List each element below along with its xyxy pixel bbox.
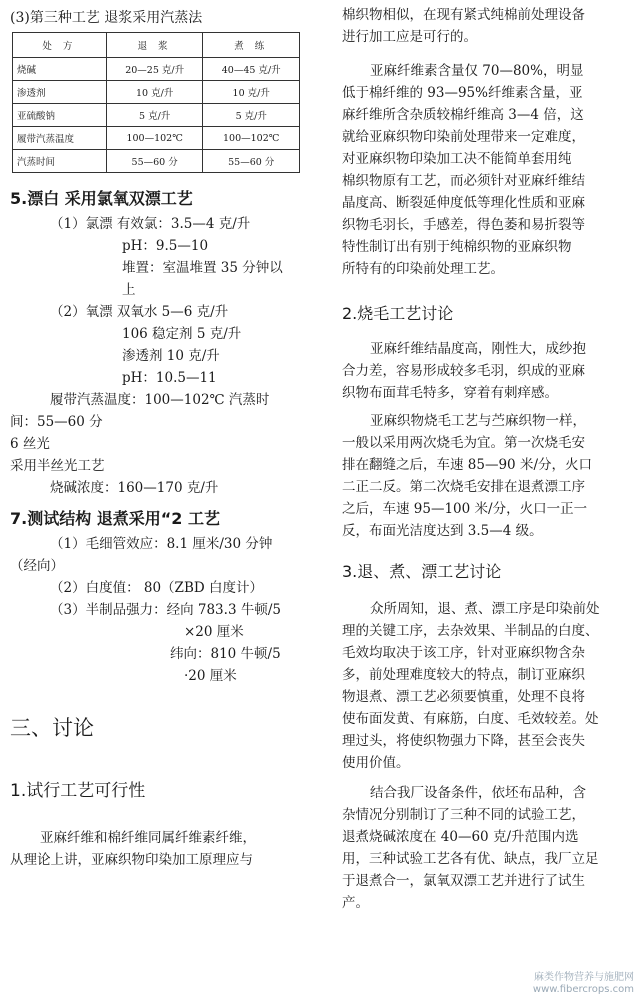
test-line: 纬向：810 牛顿/5 (170, 646, 281, 662)
body-line: 所特有的印染前处理工艺。 (342, 261, 504, 277)
table-cell: 履带汽蒸温度 (13, 127, 107, 150)
bleach-line: 106 稳定剂 5 克/升 (122, 326, 242, 342)
body-line: 二正二反。第二次烧毛安排在退煮漂工序 (342, 479, 585, 495)
test-line: ×20 厘米 (184, 624, 244, 640)
body-line: 用，三种试验工艺各有优、缺点，我厂立足 (342, 851, 599, 867)
table-cell: 5 克/升 (203, 104, 300, 127)
body-line: 棉织物相似，在现有紧式纯棉前处理设备 (342, 7, 585, 23)
process-table (12, 32, 300, 173)
table-header-row (13, 33, 300, 58)
bleach-line: pH：9.5—10 (122, 238, 209, 254)
process-heading: 3.退、煮、漂工艺讨论 (342, 562, 502, 581)
body-line: 就给亚麻织物印染前处理带来一定难度， (342, 129, 585, 145)
table-cell: 100—102℃ (203, 127, 300, 150)
feasibility-line: 亚麻纤维和棉纤维同属纤维素纤维， (40, 830, 256, 846)
table-cell: 10 克/升 (203, 81, 300, 104)
table-title: (3)第三种工艺 退浆采用汽蒸法 (10, 10, 203, 26)
mercer-line: 烧碱浓度：160—170 克/升 (50, 480, 219, 496)
body-line: 毛效均取决于该工序，针对亚麻织物含杂 (342, 645, 585, 661)
body-line: 棉织物原有工艺，而必须针对亚麻纤维结 (342, 173, 585, 189)
body-line: 特性制订出有别于纯棉织物的亚麻织物 (342, 239, 572, 255)
table-cell: 40—45 克/升 (203, 58, 300, 81)
body-line: 亚麻纤维结晶度高，刚性大，成纱抱 (370, 341, 586, 357)
bleach-heading: 5.漂白 采用氯氧双漂工艺 (10, 189, 193, 208)
table-cell: 5 克/升 (106, 104, 203, 127)
bleach-line: 间：55—60 分 (10, 414, 103, 430)
paragraph-process (342, 598, 632, 774)
body-line: 亚麻织物烧毛工艺与苎麻织物一样， (370, 413, 586, 429)
table-cell: 10 克/升 (106, 81, 203, 104)
table-cell: 20—25 克/升 (106, 58, 203, 81)
body-line: 低于棉纤维的 93—95%纤维素含量，亚 (342, 85, 583, 101)
table-row (13, 150, 300, 173)
table-row (13, 58, 300, 81)
body-line: 晶度高、断裂延伸度低等理化性质和亚麻 (342, 195, 585, 211)
body-line: 使布面发黄、有麻筋，白度、毛效较差。处 (342, 711, 599, 727)
table-cell: 烧碱 (13, 58, 107, 81)
discussion-heading: 三、讨论 (10, 716, 94, 740)
body-line: 结合我厂设备条件，依坯布品种，含 (370, 785, 586, 801)
body-line: 于退煮合一，氯氧双漂工艺并进行了试生 (342, 873, 585, 889)
table-cell: 亚硫酸钠 (13, 104, 107, 127)
bleach-line: 渗透剂 10 克/升 (122, 348, 220, 364)
table-cell: 55—60 分 (203, 150, 300, 173)
bleach-line: 上 (122, 282, 136, 298)
bleach-line: pH：10.5—11 (122, 370, 217, 386)
body-line: 之后，车速 95—100 米/分，火口一正一 (342, 501, 588, 517)
body-line: 麻纤维所含杂质较棉纤维高 3—4 倍，这 (342, 107, 584, 123)
table-header-cell: 处 方 (13, 33, 107, 58)
table-row (13, 81, 300, 104)
paragraph-plant (342, 782, 632, 914)
paragraph-cellulose (342, 60, 632, 280)
bleach-line: 履带汽蒸温度：100—102℃ 汽蒸时 (50, 392, 270, 408)
table-row (13, 127, 300, 150)
test-heading: 7.测试结构 退煮采用“2 工艺 (10, 509, 221, 528)
body-line: 对亚麻织物印染加工决不能简单套用纯 (342, 151, 572, 167)
table-cell: 55—60 分 (106, 150, 203, 173)
mercer-line: 采用半丝光工艺 (10, 458, 105, 474)
body-line: 产。 (342, 895, 369, 911)
left-column (10, 8, 310, 871)
table-header-cell: 退 浆 (106, 33, 203, 58)
body-line: 一般以采用两次烧毛为宜。第一次烧毛安 (342, 435, 585, 451)
bleach-line: （1）氯漂 有效氯：3.5—4 克/升 (50, 216, 251, 232)
table-cell: 渗透剂 (13, 81, 107, 104)
body-line: 反，布面光洁度达到 3.5—4 级。 (342, 523, 543, 539)
body-line: 众所周知，退、煮、漂工序是印染前处 (370, 601, 600, 617)
body-line: 理的关键工序，去杂效果、半制品的白度、 (342, 623, 599, 639)
singeing-heading: 2.烧毛工艺讨论 (342, 304, 454, 323)
test-line: ·20 厘米 (184, 668, 237, 684)
paragraph-singeing-1 (342, 338, 632, 404)
table-cell: 100—102℃ (106, 127, 203, 150)
test-line: （经向） (10, 558, 64, 574)
bleach-line: 堆置：室温堆置 35 分钟以 (122, 260, 283, 276)
body-line: 排在翻缝之后，车速 85—90 米/分，火口 (342, 457, 592, 473)
test-line: （2）白度值： 80（ZBD 白度计） (50, 580, 263, 596)
body-line: 使用价值。 (342, 755, 410, 771)
feasibility-line: 从理论上讲，亚麻织物印染加工原理应与 (10, 852, 253, 868)
feasibility-heading: 1.试行工艺可行性 (10, 781, 146, 801)
bleach-line: （2）氧漂 双氧水 5—6 克/升 (50, 304, 229, 320)
body-line: 织物毛羽长，手感差，得色萎和易折裂等 (342, 217, 585, 233)
watermark-url: www.fibercrops.com (532, 984, 634, 995)
test-line: （1）毛细管效应：8.1 厘米/30 分钟 (50, 536, 273, 552)
body-line: 理过头，将使织物强力下降，甚至会丧失 (342, 733, 585, 749)
mercer-heading: 6 丝光 (10, 436, 50, 452)
body-line: 物退煮、漂工艺必须要慎重，处理不良将 (342, 689, 585, 705)
watermark-title: 麻类作物营养与施肥网 (534, 972, 634, 983)
body-line: 织物布面茸毛特多，穿着有刺痒感。 (342, 385, 558, 401)
right-column (342, 4, 632, 914)
paragraph-singeing-2 (342, 410, 632, 542)
body-line: 杂情况分别制订了三种不同的试验工艺， (342, 807, 585, 823)
body-line: 合力差，容易形成较多毛羽，织成的亚麻 (342, 363, 585, 379)
body-line: 亚麻纤维素含量仅 70—80%，明显 (370, 63, 584, 79)
table-header-cell: 煮 练 (203, 33, 300, 58)
body-line: 进行加工应是可行的。 (342, 29, 477, 45)
body-line: 多，前处理难度较大的特点，制订亚麻织 (342, 667, 585, 683)
table-cell: 汽蒸时间 (13, 150, 107, 173)
body-line: 退煮烧碱浓度在 40—60 克/升范围内选 (342, 829, 579, 845)
table-row (13, 104, 300, 127)
test-line: （3）半制品强力：经向 783.3 牛顿/5 (50, 602, 281, 618)
watermark (533, 972, 634, 996)
